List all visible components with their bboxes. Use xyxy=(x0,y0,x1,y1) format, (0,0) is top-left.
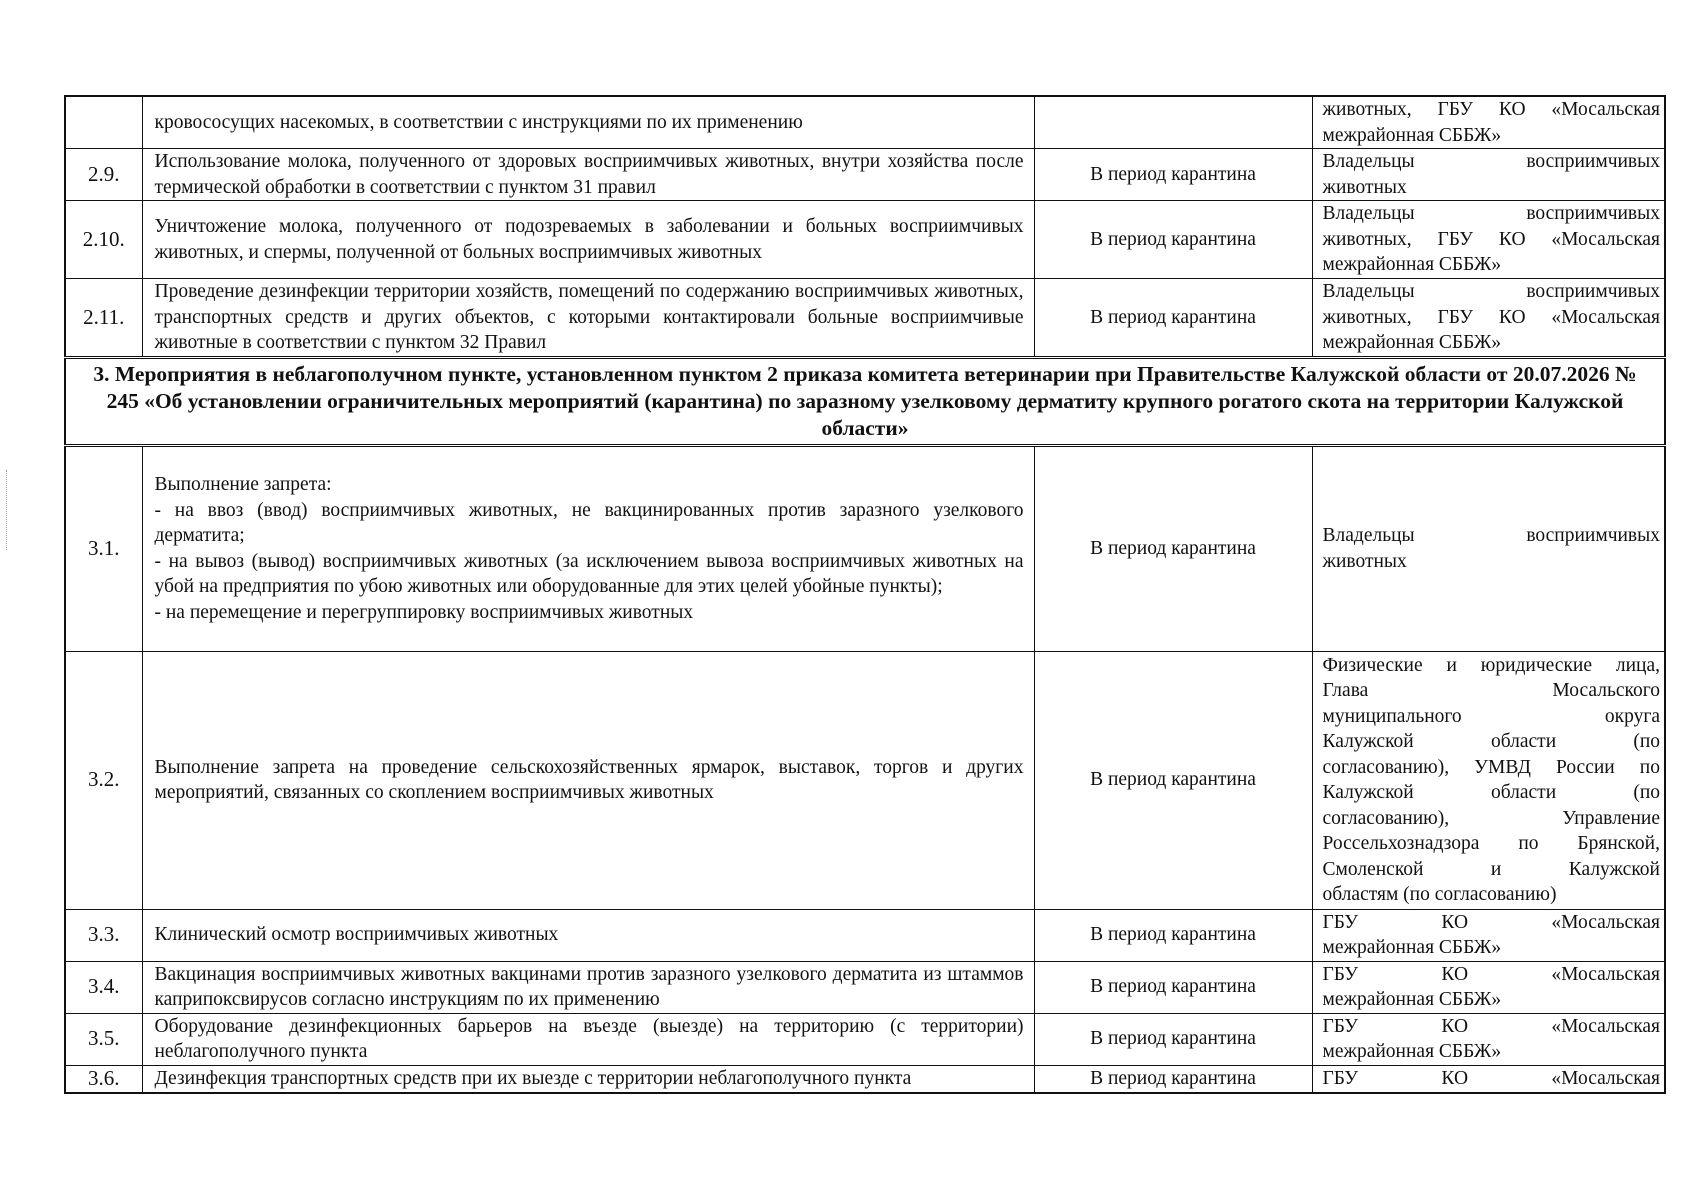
table-row xyxy=(65,201,1665,279)
row-responsible: Владельцы восприимчивых животных xyxy=(1312,149,1665,201)
row-number: 3.6. xyxy=(65,1065,142,1093)
row-description: Дезинфекция транспортных средств при их выезде с территории неблагополучного пункта xyxy=(142,1065,1034,1093)
row-term: В период карантина xyxy=(1034,201,1312,279)
row-description: Проведение дезинфекции территории хозяйств, помещений по содержанию восприимчивых животных, транспортных средств и других объектов, с которыми контактировали больные восприимчивые животные в соответствии с пунктом 32 Правил xyxy=(142,279,1034,358)
measures-table xyxy=(64,95,1666,1094)
row-description: Уничтожение молока, полученного от подозреваемых в заболевании и больных восприимчивых животных, и спермы, полученной от больных восприимчивых животных xyxy=(142,201,1034,279)
row-term: В период карантина xyxy=(1034,651,1312,909)
row-description: Выполнение запрета на проведение сельскохозяйственных ярмарок, выставок, торгов и других мероприятий, связанных со скоплением восприимчивых животных xyxy=(142,651,1034,909)
row-term: В период карантина xyxy=(1034,279,1312,358)
row-number: 2.10. xyxy=(65,201,142,279)
row-number: 2.9. xyxy=(65,149,142,201)
table-row xyxy=(65,651,1665,909)
row-number: 3.3. xyxy=(65,909,142,961)
row-number: 3.4. xyxy=(65,961,142,1013)
row-responsible: ГБУ КО «Мосальская xyxy=(1312,1065,1665,1093)
row-responsible: Физические и юридические лица, Глава Мосальского муниципального округа Калужской области (по согласованию), УМВД России по Калужской области (по согласованию), Управление Россельхознадзора по Брянской, Смоленской и Калужской областям (по согласованию) xyxy=(1312,651,1665,909)
document-page xyxy=(64,95,1664,1094)
row-term: В период карантина xyxy=(1034,1065,1312,1093)
section-title: 3. Мероприятия в неблагополучном пункте, установленном пунктом 2 приказа комитета ветеринарии при Правительстве Калужской области от 20.07.2026 № 245 «Об установлении ограничительных мероприятий (карантина) по заразному узелковому дерматиту крупного рогатого скота на территории Калужской области» xyxy=(65,357,1665,445)
table-row xyxy=(65,1013,1665,1065)
table-row xyxy=(65,279,1665,358)
row-description: Клинический осмотр восприимчивых животных xyxy=(142,909,1034,961)
row-description: кровососущих насекомых, в соответствии с инструкциями по их применению xyxy=(142,96,1034,149)
table-row xyxy=(65,909,1665,961)
row-number: 3.5. xyxy=(65,1013,142,1065)
section-heading-row xyxy=(65,357,1665,445)
table-row xyxy=(65,961,1665,1013)
table-row xyxy=(65,445,1665,651)
row-number: 3.1. xyxy=(65,445,142,651)
row-description: Использование молока, полученного от здоровых восприимчивых животных, внутри хозяйства после термической обработки в соответствии с пунктом 31 правил xyxy=(142,149,1034,201)
row-responsible: ГБУ КО «Мосальская межрайонная СББЖ» xyxy=(1312,1013,1665,1065)
row-term: В период карантина xyxy=(1034,149,1312,201)
row-term: В период карантина xyxy=(1034,445,1312,651)
table-row xyxy=(65,1065,1665,1093)
scan-margin-mark xyxy=(6,470,8,550)
row-number xyxy=(65,96,142,149)
row-responsible: ГБУ КО «Мосальская межрайонная СББЖ» xyxy=(1312,961,1665,1013)
table-row xyxy=(65,149,1665,201)
row-responsible: животных, ГБУ КО «Мосальская межрайонная СББЖ» xyxy=(1312,96,1665,149)
row-term: В период карантина xyxy=(1034,1013,1312,1065)
row-number: 3.2. xyxy=(65,651,142,909)
row-responsible: Владельцы восприимчивых животных, ГБУ КО «Мосальская межрайонная СББЖ» xyxy=(1312,279,1665,358)
table-row xyxy=(65,96,1665,149)
row-number: 2.11. xyxy=(65,279,142,358)
row-description: Вакцинация восприимчивых животных вакцинами против заразного узелкового дерматита из штаммов каприпоксвирусов согласно инструкциям по их применению xyxy=(142,961,1034,1013)
row-responsible: ГБУ КО «Мосальская межрайонная СББЖ» xyxy=(1312,909,1665,961)
row-description: Оборудование дезинфекционных барьеров на въезде (выезде) на территорию (с территории) неблагополучного пункта xyxy=(142,1013,1034,1065)
row-term xyxy=(1034,96,1312,149)
row-term: В период карантина xyxy=(1034,909,1312,961)
row-term: В период карантина xyxy=(1034,961,1312,1013)
row-responsible: Владельцы восприимчивых животных, ГБУ КО «Мосальская межрайонная СББЖ» xyxy=(1312,201,1665,279)
row-responsible: Владельцы восприимчивых животных xyxy=(1312,445,1665,651)
row-description: Выполнение запрета: - на ввоз (ввод) восприимчивых животных, не вакцинированных против заразного узелкового дерматита; - на вывоз (вывод) восприимчивых животных (за исключением вывоза восприимчивых животных на убой на предприятия по убою животных или оборудованные для этих целей убойные пункты); - на перемещение и перегруппировку восприимчивых животных xyxy=(142,445,1034,651)
